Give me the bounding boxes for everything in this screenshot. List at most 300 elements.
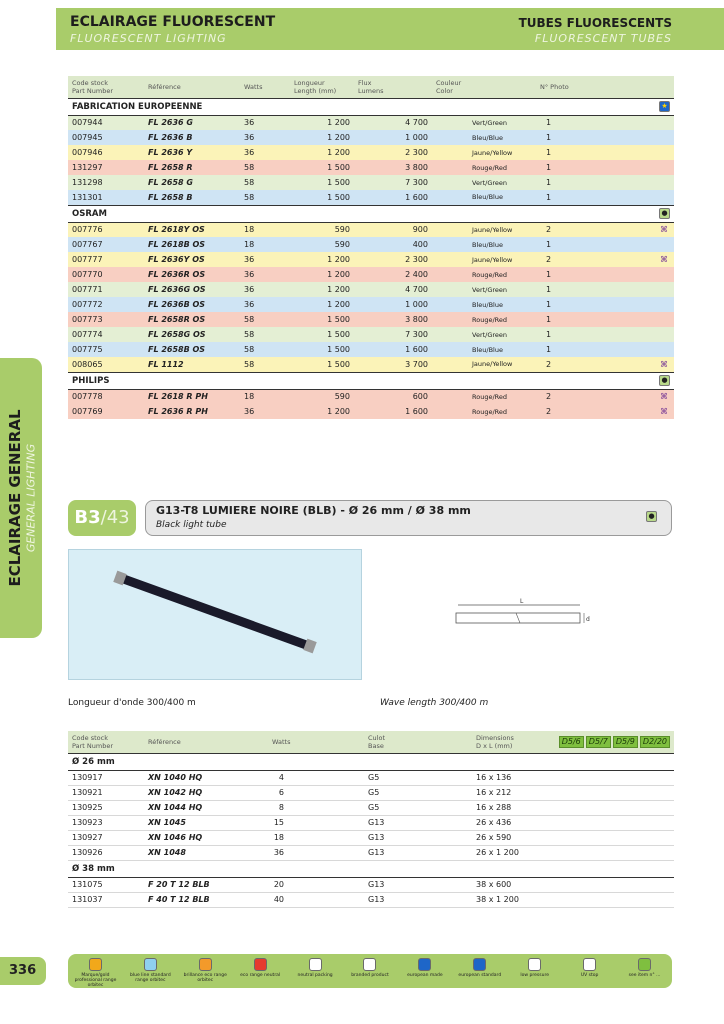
watts-cell: 58 [240, 327, 290, 342]
empty-cell [532, 877, 674, 892]
group-name: Ø 38 mm [68, 860, 674, 877]
code-cell: 008065 [68, 357, 144, 372]
group-name: Ø 26 mm [68, 753, 674, 770]
photo-cell [536, 312, 674, 327]
reference-cell: FL 2658 G [144, 175, 240, 190]
color-cell: Rouge/Red [432, 267, 536, 282]
dimensions-cell: 26 x 590 [472, 830, 532, 845]
color-cell: Bleu/Blue [432, 237, 536, 252]
photo-number: 1 [546, 118, 552, 128]
reference-cell: XN 1046 HQ [144, 830, 268, 845]
photo-cell [536, 252, 674, 267]
header-left-title: ECLAIRAGE FLUORESCENT [70, 14, 276, 30]
legend-label: eco range neutral [240, 973, 281, 978]
watts-cell: 58 [240, 312, 290, 327]
flux-cell: 600 [354, 389, 432, 404]
watts-cell: 36 [240, 130, 290, 145]
legend-label: branded product [351, 973, 389, 978]
flux-cell: 1 600 [354, 404, 432, 419]
table-row [68, 404, 674, 419]
empty-cell [532, 770, 674, 785]
fluorescent-tubes-table [68, 76, 674, 419]
group-header-row [68, 372, 674, 389]
legend-icon [254, 958, 267, 971]
legend-label: blue line standard range orbitec [130, 973, 171, 983]
green-photo-icon: ● [646, 511, 657, 522]
drawing-label-length: L [520, 598, 524, 605]
reference-cell: FL 1112 [144, 357, 240, 372]
table-row [68, 770, 674, 785]
col-code: Code stock Part Number [68, 76, 144, 98]
chip: D5/6 [559, 736, 584, 748]
group-name: OSRAM [68, 205, 536, 222]
reference-cell: FL 2636 Y [144, 145, 240, 160]
code-cell: 007769 [68, 404, 144, 419]
color-cell: Rouge/Red [432, 312, 536, 327]
photo-number: 1 [546, 240, 552, 249]
table-body [68, 98, 674, 419]
code-cell: 130923 [68, 815, 144, 830]
length-cell: 590 [290, 222, 354, 237]
flux-cell: 4 700 [354, 282, 432, 297]
table-row [68, 877, 674, 892]
header-right-title: TUBES FLUORESCENTS [518, 16, 672, 30]
code-cell: 007770 [68, 267, 144, 282]
watts-cell: 36 [268, 845, 364, 860]
code-cell: 130917 [68, 770, 144, 785]
code-cell: 007771 [68, 282, 144, 297]
reference-cell: FL 2636G OS [144, 282, 240, 297]
table-row [68, 190, 674, 205]
color-cell: Jaune/Yellow [432, 357, 536, 372]
header-left-subtitle: FLUORESCENT LIGHTING [70, 32, 227, 45]
dimensions-cell: 26 x 1 200 [472, 845, 532, 860]
empty-cell [532, 815, 674, 830]
code-cell: 130921 [68, 785, 144, 800]
watts-cell: 58 [240, 342, 290, 357]
group-header-row [68, 205, 674, 222]
group-header-row [68, 860, 674, 877]
code-cell: 131075 [68, 877, 144, 892]
reference-cell: FL 2658 R [144, 160, 240, 175]
color-cell: Bleu/Blue [432, 190, 536, 205]
legend-item [623, 958, 667, 978]
legend-icon [638, 958, 651, 971]
flux-cell: 1 600 [354, 342, 432, 357]
photo-cell [536, 237, 674, 252]
group-name: PHILIPS [68, 372, 536, 389]
drawing-label-diameter: d [586, 616, 590, 623]
wavelength-en: Wave length 300/400 m [380, 698, 489, 708]
length-cell: 1 500 [290, 190, 354, 205]
wavelength-fr: Longueur d'onde 300/400 m [68, 698, 196, 708]
length-cell: 1 500 [290, 342, 354, 357]
legend-item [73, 958, 117, 988]
reference-cell: FL 2658R OS [144, 312, 240, 327]
reference-cell: FL 2658 B [144, 190, 240, 205]
dimensions-cell: 38 x 600 [472, 877, 532, 892]
col-chips [532, 731, 674, 753]
green-photo-icon: ● [659, 208, 670, 219]
flux-cell: 900 [354, 222, 432, 237]
col-ref: Référence [144, 76, 240, 98]
group-icon-cell [536, 98, 674, 115]
photo-number: 1 [546, 133, 552, 142]
reference-cell: FL 2618 R PH [144, 389, 240, 404]
lamp-symbol-icon: ⌘ [660, 225, 668, 235]
legend-item [403, 958, 447, 978]
table-row [68, 282, 674, 297]
col-base: Culot Base [364, 731, 472, 753]
legend-label: neutral packing [297, 973, 333, 978]
table-row [68, 222, 674, 237]
length-cell: 1 200 [290, 404, 354, 419]
section-page: /43 [100, 507, 130, 528]
reference-cell: FL 2636 R PH [144, 404, 240, 419]
col-watts: Watts [240, 76, 290, 98]
dimensions-cell: 16 x 136 [472, 770, 532, 785]
code-cell: 131297 [68, 160, 144, 175]
base-cell: G13 [364, 815, 472, 830]
photo-cell [536, 357, 674, 372]
table-row [68, 800, 674, 815]
reference-cell: FL 2636Y OS [144, 252, 240, 267]
photo-cell [536, 404, 674, 419]
eu-flag-icon: ★ [659, 101, 670, 112]
legend-item [568, 958, 612, 978]
code-cell: 131298 [68, 175, 144, 190]
photo-number: 1 [546, 345, 552, 354]
photo-cell [536, 327, 674, 342]
color-cell: Rouge/Red [432, 389, 536, 404]
legend-label: UV stop [580, 973, 599, 978]
reference-cell: F 20 T 12 BLB [144, 877, 268, 892]
reference-cell: XN 1042 HQ [144, 785, 268, 800]
reference-cell: XN 1044 HQ [144, 800, 268, 815]
col-dimensions: Dimensions D x L (mm) [472, 731, 532, 753]
legend-icon [473, 958, 486, 971]
length-cell: 1 200 [290, 252, 354, 267]
legend-icon [89, 958, 102, 971]
flux-cell: 3 700 [354, 357, 432, 372]
watts-cell: 8 [268, 800, 364, 815]
reference-cell: XN 1048 [144, 845, 268, 860]
black-light-tube-photo [68, 549, 362, 680]
code-cell: 007945 [68, 130, 144, 145]
table-body [68, 753, 674, 907]
photo-number: 1 [546, 300, 552, 309]
watts-cell: 18 [240, 237, 290, 252]
color-cell: Jaune/Yellow [432, 145, 536, 160]
table-row [68, 252, 674, 267]
code-cell: 130927 [68, 830, 144, 845]
length-cell: 1 500 [290, 160, 354, 175]
header-band [56, 8, 724, 50]
length-cell: 1 500 [290, 327, 354, 342]
legend-icon [144, 958, 157, 971]
color-cell: Bleu/Blue [432, 297, 536, 312]
black-light-table [68, 731, 674, 908]
legend-item [128, 958, 172, 983]
length-cell: 1 500 [290, 312, 354, 327]
color-cell: Jaune/Yellow [432, 222, 536, 237]
col-ref: Référence [144, 731, 268, 753]
legend-item [293, 958, 337, 978]
table-header-row [68, 76, 674, 98]
photo-cell [536, 130, 674, 145]
photo-number: 2 [546, 359, 552, 369]
base-cell: G13 [364, 877, 472, 892]
table-row [68, 892, 674, 907]
color-cell: Bleu/Blue [432, 342, 536, 357]
lamp-symbol-icon: ⌘ [660, 359, 668, 369]
flux-cell: 1 000 [354, 297, 432, 312]
watts-cell: 18 [240, 389, 290, 404]
watts-cell: 58 [240, 160, 290, 175]
watts-cell: 36 [240, 267, 290, 282]
length-cell: 590 [290, 237, 354, 252]
watts-cell: 58 [240, 175, 290, 190]
chip: D5/9 [613, 736, 638, 748]
empty-cell [532, 785, 674, 800]
legend-label: see item n° ... [628, 973, 661, 978]
flux-cell: 1 000 [354, 130, 432, 145]
reference-cell: FL 2658B OS [144, 342, 240, 357]
flux-cell: 2 400 [354, 267, 432, 282]
col-code: Code stock Part Number [68, 731, 144, 753]
green-photo-icon: ● [659, 375, 670, 386]
flux-cell: 3 800 [354, 160, 432, 175]
reference-cell: XN 1045 [144, 815, 268, 830]
color-cell: Vert/Green [432, 327, 536, 342]
photo-cell [536, 389, 674, 404]
watts-cell: 20 [268, 877, 364, 892]
table-row [68, 357, 674, 372]
dimensions-cell: 26 x 436 [472, 815, 532, 830]
table-row [68, 145, 674, 160]
photo-cell [536, 282, 674, 297]
code-cell: 007777 [68, 252, 144, 267]
table-row [68, 237, 674, 252]
watts-cell: 36 [240, 282, 290, 297]
code-cell: 007776 [68, 222, 144, 237]
color-cell: Bleu/Blue [432, 130, 536, 145]
color-cell: Rouge/Red [432, 160, 536, 175]
photo-number: 1 [546, 315, 552, 324]
photo-number: 1 [546, 178, 552, 187]
group-icon-cell [536, 372, 674, 389]
reference-cell: FL 2618Y OS [144, 222, 240, 237]
photo-number: 2 [546, 255, 552, 264]
flux-cell: 1 600 [354, 190, 432, 205]
code-cell: 007773 [68, 312, 144, 327]
length-cell: 1 200 [290, 115, 354, 130]
base-cell: G5 [364, 785, 472, 800]
watts-cell: 36 [240, 145, 290, 160]
photo-cell [536, 190, 674, 205]
col-flux: Flux Lumens [354, 76, 432, 98]
legend-label: european standard [458, 973, 502, 978]
legend-item [238, 958, 282, 978]
chip: D2/20 [640, 736, 670, 748]
legend-label: Marque/gold professional range orbitec [74, 973, 117, 988]
color-cell: Jaune/Yellow [432, 252, 536, 267]
code-cell: 131037 [68, 892, 144, 907]
reference-cell: FL 2636 B [144, 130, 240, 145]
color-cell: Rouge/Red [432, 404, 536, 419]
section-number-badge [68, 500, 136, 536]
base-cell: G5 [364, 770, 472, 785]
chip: D5/7 [586, 736, 611, 748]
code-cell: 007774 [68, 327, 144, 342]
empty-cell [532, 800, 674, 815]
section-subtitle: Black light tube [156, 520, 227, 530]
length-cell: 1 200 [290, 130, 354, 145]
watts-cell: 36 [240, 404, 290, 419]
flux-cell: 3 800 [354, 312, 432, 327]
side-tab-title: ECLAIRAGE GENERAL [6, 409, 24, 587]
watts-cell: 4 [268, 770, 364, 785]
table-row [68, 175, 674, 190]
empty-cell [532, 830, 674, 845]
photo-cell [536, 145, 674, 160]
watts-cell: 18 [240, 222, 290, 237]
table-row [68, 160, 674, 175]
legend-item [513, 958, 557, 978]
photo-number: 2 [546, 225, 552, 235]
photo-cell [536, 160, 674, 175]
watts-cell: 58 [240, 357, 290, 372]
dimensions-cell: 16 x 288 [472, 800, 532, 815]
empty-cell [532, 845, 674, 860]
color-cell: Vert/Green [432, 282, 536, 297]
header-right-subtitle: FLUORESCENT TUBES [534, 32, 672, 45]
photo-number: 2 [546, 392, 552, 402]
code-cell: 007944 [68, 115, 144, 130]
reference-cell: FL 2658G OS [144, 327, 240, 342]
dimensions-cell: 16 x 212 [472, 785, 532, 800]
base-cell: G13 [364, 845, 472, 860]
footer-legend [68, 954, 672, 988]
length-cell: 1 500 [290, 357, 354, 372]
table-row [68, 130, 674, 145]
page-number: 336 [0, 957, 46, 985]
photo-number: 1 [546, 285, 552, 294]
code-cell: 130926 [68, 845, 144, 860]
flux-cell: 7 300 [354, 175, 432, 190]
photo-number: 1 [546, 148, 552, 157]
length-cell: 590 [290, 389, 354, 404]
table-row [68, 327, 674, 342]
photo-cell [536, 297, 674, 312]
table-row [68, 312, 674, 327]
flux-cell: 7 300 [354, 327, 432, 342]
legend-icon [528, 958, 541, 971]
section-title: G13-T8 LUMIERE NOIRE (BLB) - Ø 26 mm / Ø 38 mm [156, 504, 471, 517]
legend-item [348, 958, 392, 978]
code-cell: 130925 [68, 800, 144, 815]
code-cell: 007778 [68, 389, 144, 404]
table-header-row [68, 731, 674, 753]
table-row [68, 815, 674, 830]
length-cell: 1 200 [290, 145, 354, 160]
code-cell: 007767 [68, 237, 144, 252]
reference-cell: FL 2618B OS [144, 237, 240, 252]
photo-cell [536, 222, 674, 237]
col-photo: N° Photo [536, 76, 674, 98]
table-row [68, 830, 674, 845]
photo-number: 1 [546, 270, 552, 279]
group-header-row [68, 753, 674, 770]
section-number: B3 [74, 507, 101, 528]
col-watts: Watts [268, 731, 364, 753]
photo-cell [536, 175, 674, 190]
group-name: FABRICATION EUROPEENNE [68, 98, 536, 115]
tube-dimension-drawing [450, 595, 590, 635]
color-cell: Vert/Green [432, 115, 536, 130]
lamp-symbol-icon: ⌘ [660, 392, 668, 402]
legend-item [183, 958, 227, 983]
code-cell: 007772 [68, 297, 144, 312]
flux-cell: 4 700 [354, 115, 432, 130]
length-cell: 1 200 [290, 282, 354, 297]
watts-cell: 36 [240, 115, 290, 130]
flux-cell: 2 300 [354, 145, 432, 160]
legend-icon [309, 958, 322, 971]
legend-icon [418, 958, 431, 971]
length-cell: 1 200 [290, 267, 354, 282]
table-row [68, 297, 674, 312]
base-cell: G5 [364, 800, 472, 815]
photo-number: 1 [546, 192, 552, 202]
watts-cell: 6 [268, 785, 364, 800]
color-cell: Vert/Green [432, 175, 536, 190]
legend-icon [199, 958, 212, 971]
watts-cell: 40 [268, 892, 364, 907]
flux-cell: 2 300 [354, 252, 432, 267]
table-row [68, 785, 674, 800]
reference-cell: FL 2636B OS [144, 297, 240, 312]
group-header-row [68, 98, 674, 115]
group-icon-cell [536, 205, 674, 222]
empty-cell [532, 892, 674, 907]
watts-cell: 15 [268, 815, 364, 830]
legend-label: low pressure [520, 973, 549, 978]
base-cell: G13 [364, 892, 472, 907]
code-cell: 007775 [68, 342, 144, 357]
reference-cell: XN 1040 HQ [144, 770, 268, 785]
col-length: Longueur Length (mm) [290, 76, 354, 98]
code-cell: 131301 [68, 190, 144, 205]
lamp-symbol-icon: ⌘ [660, 407, 668, 416]
photo-cell [536, 342, 674, 357]
table-row [68, 267, 674, 282]
photo-number: 1 [546, 330, 552, 339]
watts-cell: 36 [240, 297, 290, 312]
watts-cell: 36 [240, 252, 290, 267]
legend-label: european made [407, 973, 443, 978]
legend-icon [363, 958, 376, 971]
base-cell: G13 [364, 830, 472, 845]
reference-cell: FL 2636R OS [144, 267, 240, 282]
lamp-symbol-icon: ⌘ [660, 255, 668, 264]
side-tab-subtitle: GENERAL LIGHTING [24, 443, 38, 553]
length-cell: 1 200 [290, 297, 354, 312]
watts-cell: 18 [268, 830, 364, 845]
col-color: Couleur Color [432, 76, 536, 98]
reference-cell: F 40 T 12 BLB [144, 892, 268, 907]
dimensions-cell: 38 x 1 200 [472, 892, 532, 907]
